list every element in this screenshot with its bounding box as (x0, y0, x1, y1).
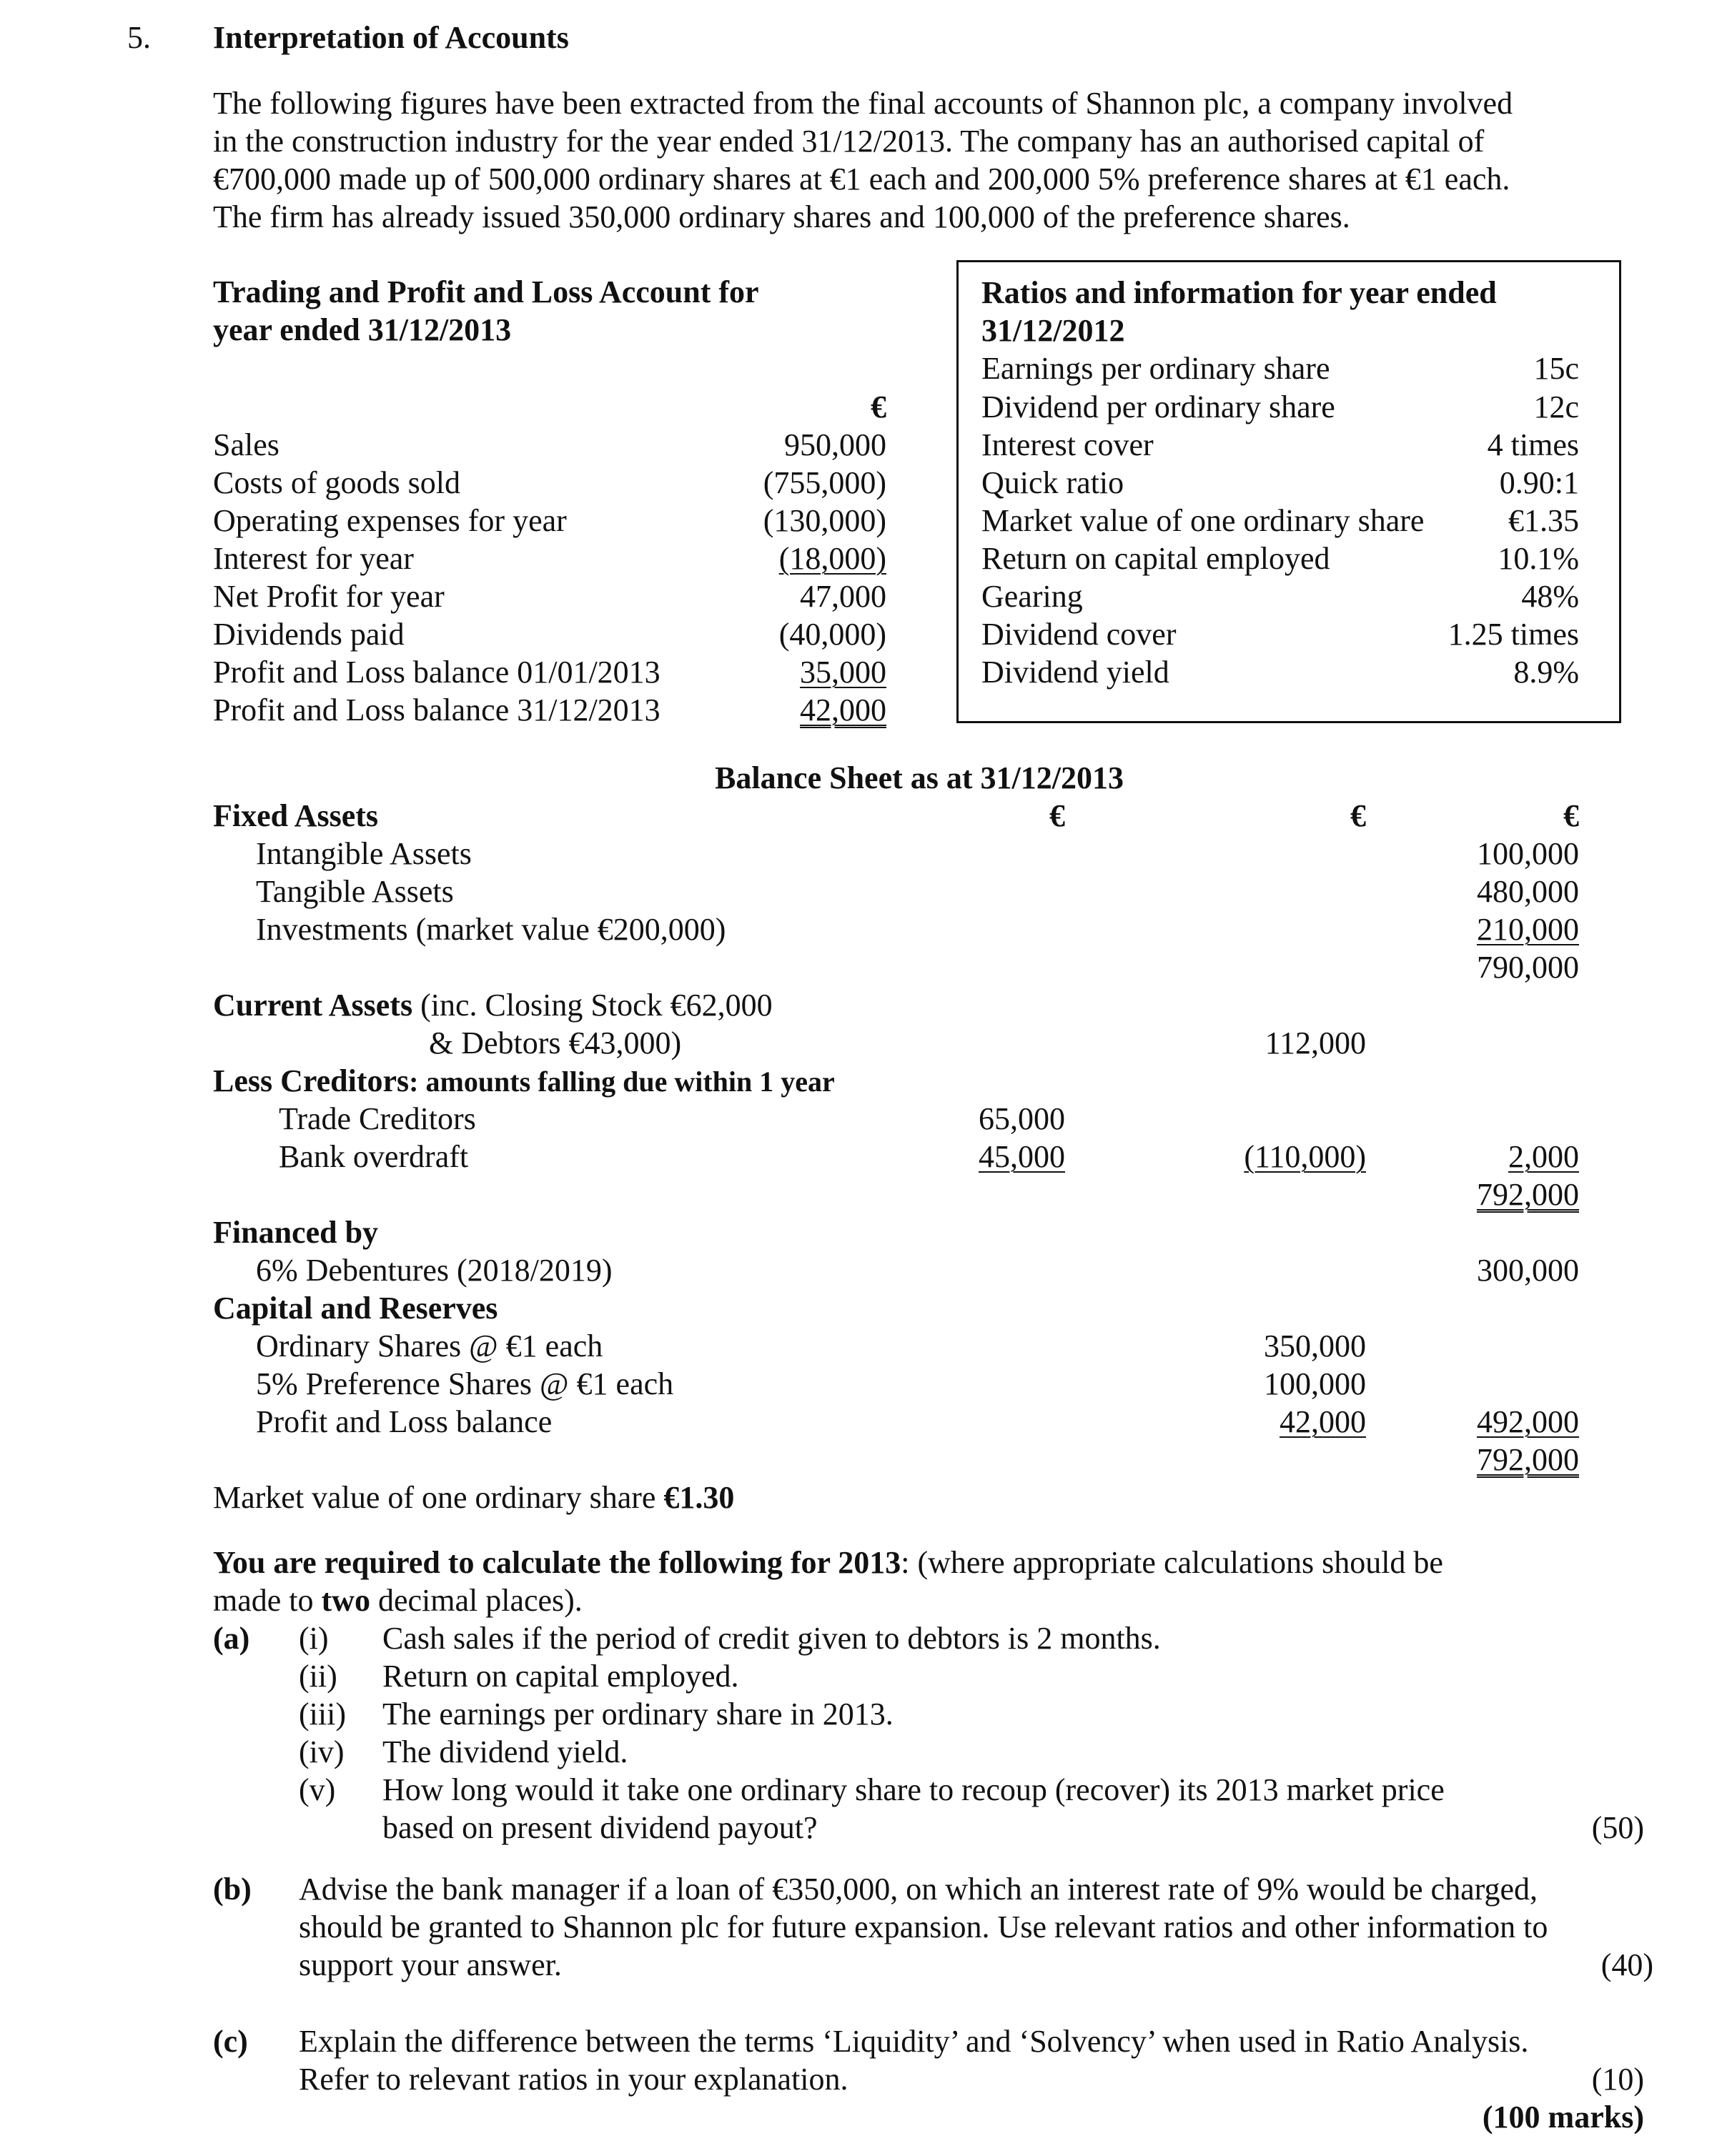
bs-grand-total: 792,000 (1477, 1177, 1579, 1212)
a-item-num: (i) (299, 1621, 329, 1656)
net-current-assets: 2,000 (1508, 1139, 1579, 1174)
ratio-label: Dividend per ordinary share (981, 389, 1335, 424)
part-b-label: (b) (213, 1872, 252, 1907)
total-marks: (100 marks) (1482, 2100, 1644, 2135)
pl-row-value: 42,000 (800, 692, 886, 727)
financed-heading: Financed by (213, 1215, 379, 1250)
creditors-heading-rest: : amounts falling due within 1 year (409, 1065, 835, 1098)
fa-label: Intangible Assets (256, 836, 472, 871)
pl-row-value: (18,000) (778, 541, 886, 576)
pl-row-value: (40,000) (778, 617, 886, 652)
current-assets-note: & Debtors €43,000) (429, 1025, 682, 1060)
current-assets-heading: Current Assets (213, 988, 413, 1023)
required-rest: : (where appropriate calculations should be (901, 1545, 1443, 1580)
a-item-text: The earnings per ordinary share in 2013. (382, 1697, 894, 1732)
fa-total: 790,000 (1477, 950, 1579, 985)
a-item-text: Cash sales if the period of credit given to debtors is 2 months. (382, 1621, 1161, 1656)
fixed-assets-heading: Fixed Assets (213, 798, 378, 833)
pl-row-label: Profit and Loss balance 31/12/2013 (213, 692, 660, 727)
ratio-value: 0.90:1 (1499, 465, 1579, 500)
pl-row-value: (130,000) (763, 503, 886, 538)
intro-line: The firm has already issued 350,000 ordinary shares and 100,000 of the preference shares. (213, 199, 1350, 234)
fa-value: 210,000 (1477, 912, 1579, 947)
bs-currency: € (1563, 798, 1579, 833)
c-text-line: Refer to relevant ratios in your explanation. (299, 2062, 848, 2097)
a-item-text: Return on capital employed. (382, 1659, 739, 1694)
fa-value: 480,000 (1477, 874, 1579, 909)
a-item-num: (ii) (299, 1659, 337, 1694)
financed-grand-total: 792,000 (1477, 1442, 1579, 1477)
ratio-label: Return on capital employed (981, 541, 1330, 576)
b-text-line: support your answer. (299, 1947, 562, 1982)
bs-currency: € (1049, 798, 1065, 833)
capital-label: Ordinary Shares @ €1 each (256, 1328, 603, 1363)
required-text: decimal places). (370, 1583, 583, 1618)
required-text: made to (213, 1583, 322, 1618)
a-item-text: based on present dividend payout? (382, 1810, 818, 1845)
market-value-amount: €1.30 (663, 1480, 735, 1515)
a-item-num: (iii) (299, 1697, 346, 1732)
creditor-label: Bank overdraft (279, 1139, 469, 1174)
a-item-text: The dividend yield. (382, 1734, 628, 1769)
ratio-label: Dividend cover (981, 617, 1177, 652)
ratio-label: Dividend yield (981, 655, 1169, 690)
current-assets-note: (inc. Closing Stock €62,000 (412, 988, 773, 1023)
market-value-line (213, 1479, 734, 1516)
current-assets-line (213, 986, 773, 1024)
ratios-title: Ratios and information for year ended (981, 275, 1497, 310)
current-assets-value: 112,000 (1265, 1025, 1366, 1060)
required-bold: two (321, 1583, 370, 1618)
pl-row-label: Profit and Loss balance 01/01/2013 (213, 655, 660, 690)
pl-row-label: Dividends paid (213, 617, 405, 652)
pl-row-label: Interest for year (213, 541, 414, 576)
pl-currency: € (871, 389, 886, 424)
ratio-label: Gearing (981, 579, 1083, 614)
pl-row-label: Costs of goods sold (213, 465, 460, 500)
capital-value: 350,000 (1264, 1328, 1366, 1363)
creditor-label: Trade Creditors (279, 1101, 476, 1136)
a-item-num: (iv) (299, 1734, 345, 1769)
capital-total: 492,000 (1477, 1404, 1579, 1439)
part-c-marks: (10) (1591, 2062, 1644, 2097)
capital-heading: Capital and Reserves (213, 1291, 498, 1326)
part-c-label: (c) (213, 2024, 248, 2059)
part-a-label: (a) (213, 1621, 250, 1656)
ratio-label: Earnings per ordinary share (981, 351, 1330, 386)
required-line (213, 1544, 1443, 1581)
intro-line: in the construction industry for the year ended 31/12/2013. The company has an authorised capital of (213, 124, 1485, 159)
pl-row-label: Sales (213, 427, 279, 462)
ratio-label: Quick ratio (981, 465, 1124, 500)
a-item-text: How long would it take one ordinary share to recoup (recover) its 2013 market price (382, 1772, 1445, 1807)
intro-line: €700,000 made up of 500,000 ordinary shares at €1 each and 200,000 5% preference shares at €1 each. (213, 162, 1510, 197)
question-title: Interpretation of Accounts (213, 20, 569, 55)
pl-title: year ended 31/12/2013 (213, 312, 512, 347)
ratio-value: 8.9% (1513, 655, 1579, 690)
capital-label: 5% Preference Shares @ €1 each (256, 1366, 674, 1401)
fa-value: 100,000 (1477, 836, 1579, 871)
pl-row-value: 47,000 (800, 579, 886, 614)
ratio-label: Market value of one ordinary share (981, 503, 1425, 538)
creditor-value: 65,000 (979, 1101, 1065, 1136)
ratio-value: 4 times (1487, 427, 1579, 462)
ratio-value: 15c (1533, 351, 1579, 386)
c-text-line: Explain the difference between the terms ‘Liquidity’ and ‘Solvency’ when used in Ratio Analysis. (299, 2024, 1529, 2059)
required-line (213, 1581, 583, 1619)
creditors-line (213, 1062, 835, 1101)
creditors-heading: Less Creditors (213, 1063, 410, 1098)
ratio-value: 1.25 times (1448, 617, 1579, 652)
ratio-value: 10.1% (1498, 541, 1579, 576)
pl-row-value: (755,000) (763, 465, 886, 500)
b-text-line: should be granted to Shannon plc for future expansion. Use relevant ratios and other information to (299, 1909, 1548, 1944)
ratio-value: 48% (1521, 579, 1579, 614)
capital-value: 100,000 (1264, 1366, 1366, 1401)
pl-row-label: Operating expenses for year (213, 503, 567, 538)
b-text-line: Advise the bank manager if a loan of €350,000, on which an interest rate of 9% would be charged, (299, 1872, 1538, 1907)
part-a-marks: (50) (1591, 1810, 1644, 1845)
market-value-text: Market value of one ordinary share (213, 1480, 664, 1515)
pl-row-value: 35,000 (800, 655, 886, 690)
part-b-marks: (40) (1600, 1947, 1653, 1982)
intro-line: The following figures have been extracted from the final accounts of Shannon plc, a company involved (213, 86, 1513, 121)
capital-label: Profit and Loss balance (256, 1404, 553, 1439)
capital-value: 42,000 (1280, 1404, 1366, 1439)
a-item-num: (v) (299, 1772, 336, 1807)
pl-title: Trading and Profit and Loss Account for (213, 274, 759, 309)
bs-title: Balance Sheet as at 31/12/2013 (715, 760, 1124, 795)
debentures-label: 6% Debentures (2018/2019) (256, 1253, 613, 1288)
ratio-value: €1.35 (1508, 503, 1579, 538)
ratio-label: Interest cover (981, 427, 1154, 462)
fa-label: Tangible Assets (256, 874, 454, 909)
bs-currency: € (1350, 798, 1366, 833)
pl-row-label: Net Profit for year (213, 579, 445, 614)
ratio-value: 12c (1533, 389, 1579, 424)
creditors-total: (110,000) (1244, 1139, 1366, 1174)
ratios-title: 31/12/2012 (981, 313, 1125, 348)
pl-row-value: 950,000 (784, 427, 886, 462)
question-number: 5. (127, 20, 151, 55)
creditor-value: 45,000 (979, 1139, 1065, 1174)
required-bold: You are required to calculate the following for 2013 (213, 1545, 901, 1580)
debentures-value: 300,000 (1477, 1253, 1579, 1288)
fa-label: Investments (market value €200,000) (256, 912, 726, 947)
